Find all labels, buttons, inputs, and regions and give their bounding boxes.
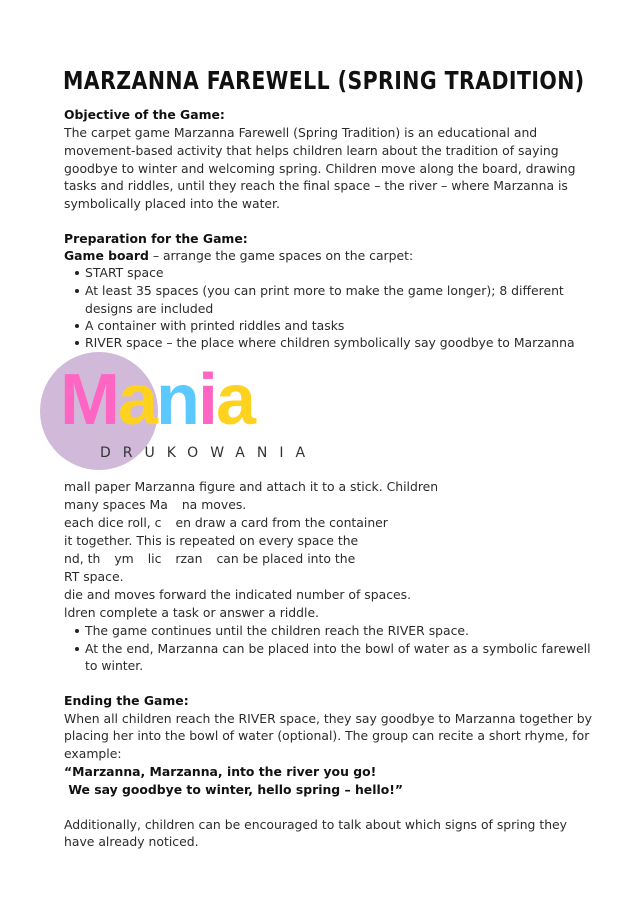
objective-line: The carpet game Marzanna Farewell (Spring Tradition) is an educational and: [64, 125, 538, 140]
preparation-heading: Preparation for the Game:: [64, 231, 248, 246]
obscured-text: die and moves forward the indicated number of spaces.: [64, 587, 412, 602]
ending-line: placing her into the bowl of water (optional). The group can recite a short rhyme, for: [64, 728, 590, 743]
objective-line: movement-based activity that helps children learn about the tradition of saying: [64, 143, 559, 158]
list-item: A container with printed riddles and tasks: [85, 318, 345, 333]
logo-letter: n: [156, 360, 199, 440]
obscured-text: it together. This is repeated on every space the: [64, 533, 359, 548]
game-board-line: [64, 247, 413, 265]
list-item: At least 35 spaces (you can print more to make the game longer); 8 different: [85, 283, 564, 298]
obscured-text: RT space.: [64, 569, 124, 584]
objective-line: goodbye to winter and welcoming spring. Children move along the board, drawing: [64, 161, 576, 176]
watermark-logo: [60, 360, 254, 440]
logo-letter: M: [60, 360, 118, 440]
obscured-line: [64, 478, 438, 496]
list-item: START space: [85, 265, 164, 280]
page-title: MARZANNA FAREWELL (SPRING TRADITION): [63, 66, 585, 95]
objective-line: symbolically placed into the water.: [64, 196, 280, 211]
obscured-text: each dice roll, c: [64, 515, 162, 530]
extra-line: have already noticed.: [64, 834, 199, 849]
list-item: At the end, Marzanna can be placed into the bowl of water as a symbolic farewell: [85, 641, 591, 656]
bullet-icon: [75, 324, 79, 328]
extra-line: Additionally, children can be encouraged to talk about which signs of spring they: [64, 817, 568, 832]
list-item: to winter.: [85, 658, 144, 673]
rhyme-line: “Marzanna, Marzanna, into the river you go!: [64, 764, 377, 779]
objective-heading: Objective of the Game:: [64, 107, 225, 122]
bullet-icon: [75, 629, 79, 633]
game-board-text: – arrange the game spaces on the carpet:: [148, 248, 414, 263]
obscured-text: na moves.: [181, 497, 247, 512]
obscured-text: nd, th: [64, 551, 101, 566]
list-item: designs are included: [85, 301, 214, 316]
obscured-line: [64, 604, 319, 622]
bullet-icon: [75, 647, 79, 651]
objective-line: tasks and riddles, until they reach the final space – the river – where Marzanna is: [64, 178, 568, 193]
obscured-text: en draw a card from the container: [175, 515, 388, 530]
obscured-text: many spaces Ma: [64, 497, 168, 512]
list-item: The game continues until the children reach the RIVER space.: [85, 623, 469, 638]
obscured-text: can be placed into the: [216, 551, 356, 566]
ending-line: When all children reach the RIVER space, they say goodbye to Marzanna together by: [64, 711, 593, 726]
ending-heading: Ending the Game:: [64, 693, 189, 708]
rhyme-line: We say goodbye to winter, hello spring – hello!”: [64, 782, 404, 797]
ending-line: example:: [64, 746, 122, 761]
obscured-line: [64, 532, 358, 550]
logo-letter: i: [198, 360, 217, 440]
obscured-line: [64, 568, 124, 586]
bullet-icon: [75, 289, 79, 293]
obscured-text: rzan: [175, 551, 203, 566]
obscured-text: lic: [147, 551, 162, 566]
game-board-label: Game board: [64, 248, 149, 263]
obscured-line: [64, 550, 355, 568]
logo-letter: a: [216, 360, 255, 440]
obscured-text: ldren complete a task or answer a riddle.: [64, 605, 320, 620]
obscured-text: ym: [114, 551, 134, 566]
watermark-subtitle: DRUKOWANIA: [100, 445, 318, 461]
logo-letter: a: [117, 360, 157, 440]
obscured-line: [64, 514, 388, 532]
obscured-line: [64, 586, 411, 604]
bullet-icon: [75, 271, 79, 275]
obscured-text: mall paper Marzanna figure and attach it to a stick. Children: [64, 479, 439, 494]
list-item: RIVER space – the place where children symbolically say goodbye to Marzanna: [85, 335, 575, 350]
bullet-icon: [75, 341, 79, 345]
obscured-line: [64, 496, 246, 514]
